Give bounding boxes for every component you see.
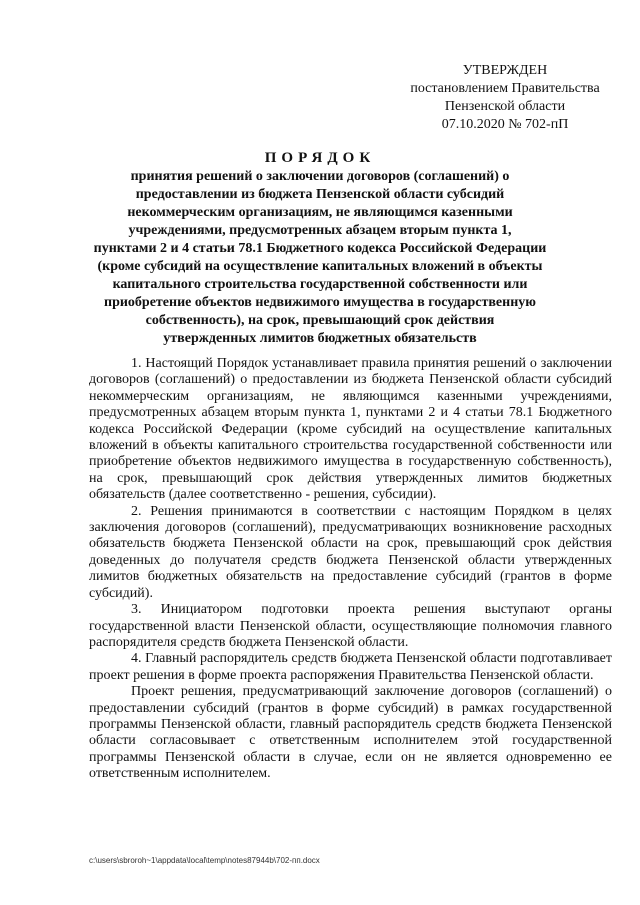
paragraph-3: 3. Инициатором подготовки проекта решения выступают органы государственной власти Пензенской области, осуществляющие полномочия главного распорядителя средств бюджета Пензенской области. bbox=[89, 602, 612, 650]
subtitle-line: предоставлении из бюджета Пензенской области субсидий bbox=[135, 187, 505, 202]
subtitle-line: приобретение объектов недвижимого имущества в государственную bbox=[104, 295, 536, 310]
subtitle-line: собственность), на срок, превышающий срок действия bbox=[145, 313, 495, 328]
document-heading bbox=[90, 148, 550, 348]
paragraph-2: 2. Решения принимаются в соответствии с настоящим Порядком в целях заключения договоров (соглашений), предусматривающих возникновение расходных обязательств бюджета Пензенской области на срок, превышающий срок действия доведенных до получателя средств бюджета Пензенской области утвержденных лимитов бюджетных обязательств на предоставление субсидий (грантов в форме субсидий). bbox=[89, 503, 612, 601]
approval-line-4: 07.10.2020 № 702-пП bbox=[441, 117, 569, 132]
subtitle-line: капитального строительства государственной собственности или bbox=[112, 277, 528, 292]
paragraph-1: 1. Настоящий Порядок устанавливает правила принятия решений о заключении договоров (соглашений) о предоставлении из бюджета Пензенской области субсидий некоммерческим организациям, не являющимся казенными учреждениями, предусмотренных абзацем вторым пункта 1, пунктами 2 и 4 статьи 78.1 Бюджетного кодекса Российской Федерации (кроме субсидий на осуществление капитальных вложений в объекты капитального строительства государственной собственности или приобретение объектов недвижимого имущества в государственную собственность), на срок, превышающий срок действия утвержденных лимитов бюджетных обязательств (далее соответственно - решения, субсидии). bbox=[89, 356, 612, 503]
approval-line-3: Пензенской области bbox=[444, 99, 566, 114]
approval-stamp bbox=[400, 62, 610, 134]
document-body bbox=[89, 356, 612, 783]
document-subtitle bbox=[90, 168, 550, 348]
paragraph-5: Проект решения, предусматривающий заключение договоров (соглашений) о предоставлении субсидий (грантов в форме субсидий) в рамках государственной программы Пензенской области, главный распорядитель средств бюджета Пензенской области согласовывает с ответственным исполнителем этой государственной программы Пензенской области в случае, если он не является одновременно ее ответственным исполнителем. bbox=[89, 684, 612, 782]
approval-line-1: УТВЕРЖДЕН bbox=[462, 63, 548, 78]
file-path-footer: c:\users\sbroroh~1\appdata\local\temp\notes87944b\702-пп.docx bbox=[89, 856, 320, 865]
subtitle-line: принятия решений о заключении договоров (соглашений) о bbox=[130, 169, 510, 184]
document-title: ПОРЯДОК bbox=[264, 150, 376, 166]
approval-line-2: постановлением Правительства bbox=[410, 81, 600, 96]
subtitle-line: (кроме субсидий на осуществление капитальных вложений в объекты bbox=[97, 259, 543, 274]
subtitle-line: пунктами 2 и 4 статьи 78.1 Бюджетного кодекса Российской Федерации bbox=[93, 241, 547, 256]
subtitle-line: утвержденных лимитов бюджетных обязательств bbox=[163, 331, 477, 346]
subtitle-line: некоммерческим организациям, не являющимся казенными bbox=[127, 205, 513, 220]
subtitle-line: учреждениями, предусмотренных абзацем вторым пункта 1, bbox=[128, 223, 512, 238]
paragraph-4: 4. Главный распорядитель средств бюджета Пензенской области подготавливает проект решения в форме проекта распоряжения Правительства Пензенской области. bbox=[89, 651, 612, 683]
